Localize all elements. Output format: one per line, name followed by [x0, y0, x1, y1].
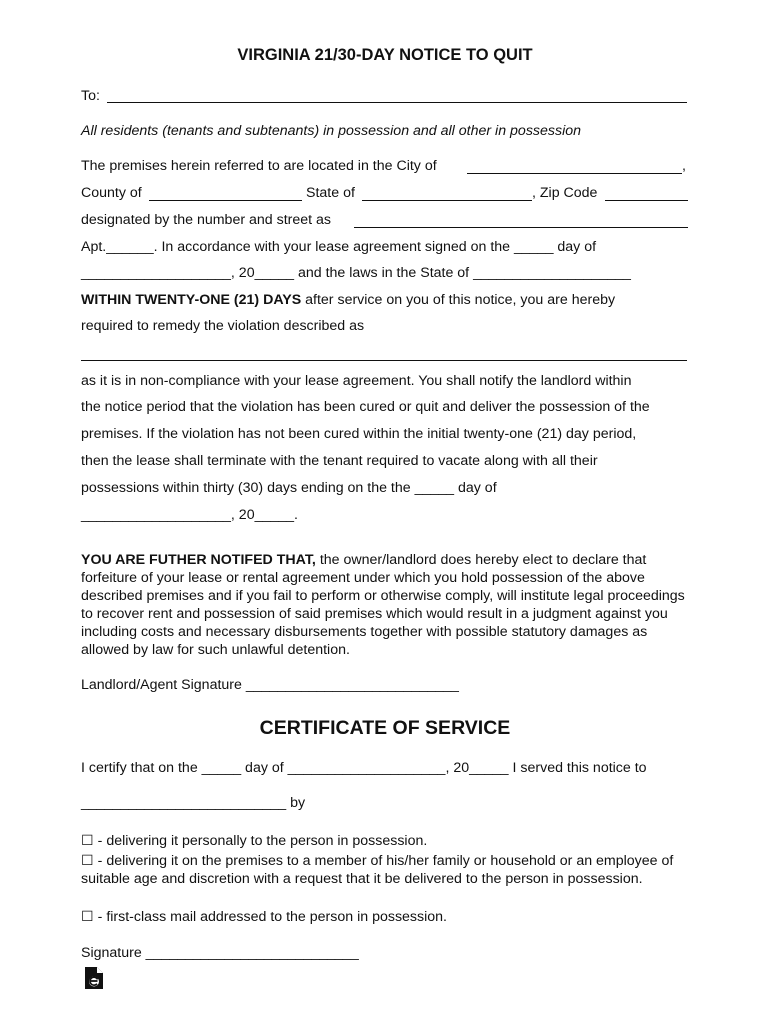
compliance-line-6: ___________________, 20_____.: [81, 507, 298, 523]
county-label: County of: [81, 185, 142, 201]
compliance-line-2: the notice period that the violation has been cured or quit and deliver the possession of the: [81, 399, 650, 415]
city-blank[interactable]: [467, 173, 682, 174]
zip-blank[interactable]: [605, 200, 688, 201]
required-text: required to remedy the violation described as: [81, 318, 365, 334]
service-option-1: ☐ - delivering it personally to the person in possession.: [81, 833, 428, 849]
zip-label: , Zip Code: [532, 185, 598, 201]
further-notified-bold: YOU ARE FUTHER NOTIFED THAT,: [81, 552, 316, 568]
city-comma: ,: [682, 158, 686, 174]
designated-text: designated by the number and street as: [81, 212, 332, 228]
within-days-text: [81, 292, 615, 308]
compliance-line-5: possessions within thirty (30) days ending on the the _____ day of: [81, 480, 497, 496]
compliance-line-3: premises. If the violation has not been cured within the initial twenty-one (21) day period,: [81, 426, 637, 442]
apt-text: Apt.______. In accordance with your lease agreement signed on the _____ day of: [81, 239, 597, 255]
certificate-title: CERTIFICATE OF SERVICE: [259, 717, 511, 739]
further-notified-paragraph: [81, 551, 691, 659]
certify-text: I certify that on the _____ day of ____________________, 20_____ I served this notice to: [81, 760, 647, 776]
premises-text: The premises herein referred to are located in the City of: [81, 158, 437, 174]
street-blank[interactable]: [354, 227, 688, 228]
landlord-signature: Landlord/Agent Signature ___________________________: [81, 677, 459, 693]
violation-blank[interactable]: [81, 360, 687, 361]
compliance-line-4: then the lease shall terminate with the tenant required to vacate along with all their: [81, 453, 598, 469]
within-days-bold: WITHIN TWENTY-ONE (21) DAYS: [81, 292, 302, 308]
service-option-3: ☐ - first-class mail addressed to the person in possession.: [81, 909, 447, 925]
state-label: State of: [306, 185, 355, 201]
service-option-2: ☐ - delivering it on the premises to a member of his/her family or household or an employee of suitable age and discretion with a request that it be delivered to the person in possession.: [81, 853, 674, 887]
within-days-rest: after service on you of this notice, you are hereby: [305, 292, 616, 308]
further-notified-rest: the owner/landlord does hereby elect to declare that forfeiture of your lease or rental agreement under which you hold possession of the above described premises and if you fail to perform or otherwise comply, will institute legal proceedings to recover rent and possession of said premises which would result in a judgment against you including costs and necessary disbursements together with possible statutory damages as allowed by law for such unlawful detention.: [81, 552, 685, 658]
all-residents-text: All residents (tenants and subtenants) in possession and all other in possession: [81, 123, 582, 139]
county-blank[interactable]: [149, 200, 302, 201]
signature-line: Signature ___________________________: [81, 945, 359, 961]
eforms-logo-icon: [83, 966, 105, 990]
to-label: To:: [81, 88, 100, 104]
to-blank[interactable]: [107, 102, 687, 103]
lease-date-text: ___________________, 20_____ and the laws in the State of ____________________: [81, 265, 631, 281]
compliance-line-1: as it is in non-compliance with your lease agreement. You shall notify the landlord within: [81, 373, 632, 389]
page-title: VIRGINIA 21/30-DAY NOTICE TO QUIT: [237, 46, 533, 64]
state-blank[interactable]: [362, 200, 532, 201]
served-to-text: __________________________ by: [81, 795, 306, 811]
